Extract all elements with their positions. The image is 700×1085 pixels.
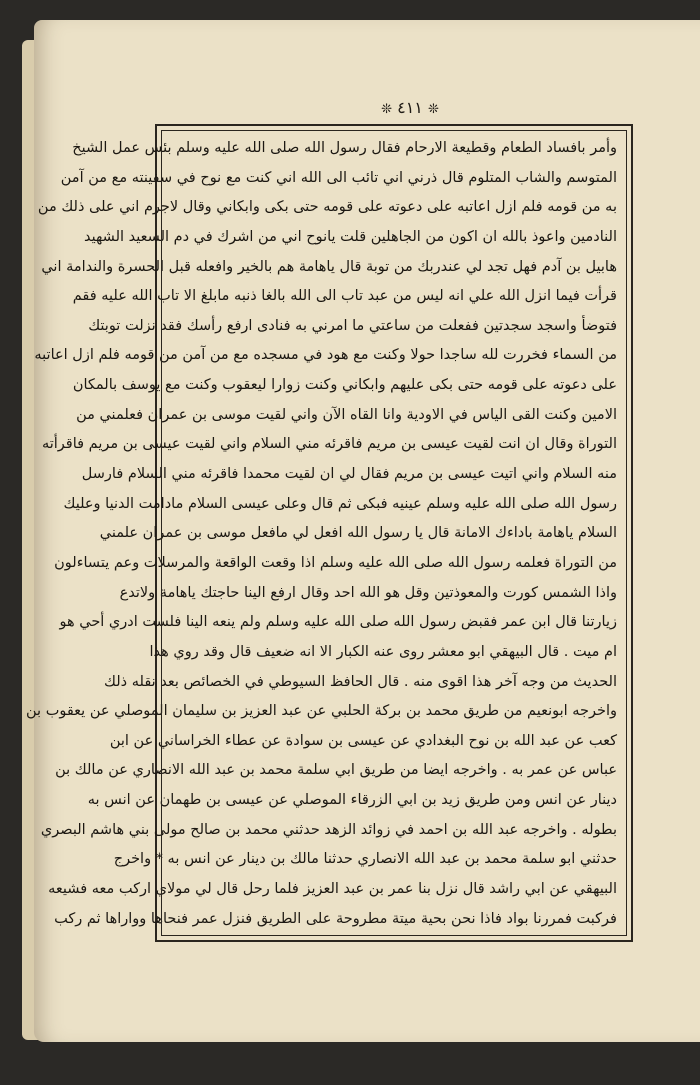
text-line: الحديث من وجه آخر هذا اقوى منه . قال الحافظ السيوطي في الخصائص بعد نقله ذلك bbox=[104, 673, 617, 690]
ornament-right-icon: ❊ bbox=[427, 102, 439, 117]
text-line: هابيل بن آدم فهل تجد لي عندربك من توبة قال ياهامة هم بالخير وافعله قبل الحسرة والندامة اني bbox=[41, 258, 617, 275]
text-line: وأمر بافساد الطعام وقطيعة الارحام فقال رسول الله صلى الله عليه وسلم بئس عمل الشيخ bbox=[72, 140, 617, 156]
text-line: التوراة وقال ان انت لقيت عيسى بن مريم فاقرئه مني السلام واني لقيت عيسى بن مريم فاقرأته bbox=[41, 436, 617, 453]
text-frame bbox=[26, 124, 633, 942]
text-line: زيارتنا قال ابن عمر فقبض رسول الله صلى الله عليه وسلم ولم ينعه الينا فلست ادري أحي هو bbox=[59, 614, 617, 631]
text-line: قرأت فيما انزل الله علي انه ليس من عبد تاب الى الله بالغا ذنبه مابلغ الا تاب الله عليه فقم bbox=[72, 288, 617, 305]
page-number: ٤١١ bbox=[397, 98, 423, 117]
ornament-left-icon: ❊ bbox=[381, 102, 393, 117]
text-line: منه السلام واني اتيت عيسى بن مريم فقال لي ان لقيت محمدا فاقرئه مني السلام فارسل bbox=[81, 466, 617, 483]
text-line: من السماء فخررت لله ساجدا حولا وكنت مع هود في مسجده مع من آمن من قومه فلم ازل اعاتبه bbox=[34, 347, 617, 364]
text-line: واخرجه ابونعيم من طريق محمد بن بركة الحلبي عن عبد العزيز بن سليمان الموصلي عن يعقوب بن bbox=[26, 703, 617, 720]
text-line: ام ميت . قال البيهقي ابو معشر روى عنه الكبار الا انه ضعيف قال وقد روي هذا bbox=[149, 643, 617, 660]
text-line: النادمين واعوذ بالله ان اكون من الجاهلين قلت يانوح اني من اشرك في دم السعيد الشهيد bbox=[84, 228, 617, 245]
text-line: حدثني ابو سلمة محمد بن عبد الله الانصاري حدثنا مالك بن دينار عن انس به * واخرج bbox=[113, 851, 617, 868]
text-line: عباس عن عمر به . واخرجه ايضا من طريق ابي سلمة محمد بن عبد الله الانصاري عن مالك بن bbox=[55, 762, 617, 779]
text-line: دينار عن انس ومن طريق زيد بن ابي الزرقاء الموصلي عن عيسى بن طهمان عن انس به bbox=[87, 792, 617, 809]
page-number-header bbox=[370, 98, 450, 117]
text-line: البيهقي عن ابي راشد قال نزل بنا عمر بن عبد العزيز فلما رحل قال لي مولاي اركب معه فشيعه bbox=[48, 881, 617, 898]
text-line: على دعوته على قومه حتى بكى عليهم وابكاني وكنت زوارا ليعقوب وكنت مع يوسف بالمكان bbox=[72, 377, 617, 394]
text-line: من التوراة فعلمه رسول الله صلى الله عليه وسلم اذا وقعت الواقعة والمرسلات وعم يتساءلون bbox=[54, 554, 617, 571]
text-line: الامين وكنت القى الياس في الاودية وانا القاه الآن واني لقيت موسى بن عمران فعلمني من bbox=[76, 406, 617, 423]
text-line: رسول الله صلى الله عليه وسلم عينيه فبكى ثم قال وعلى عيسى السلام مادامت الدنيا وعليك bbox=[63, 495, 617, 512]
text-line: السلام ياهامة باداءك الامانة قال يا رسول الله افعل لي مافعل موسى بن عمران علمني bbox=[99, 525, 617, 542]
text-line: واذا الشمس كورت والمعوذتين وقل هو الله احد وقال ارفع الينا حاجتك ياهامة ولاتدع bbox=[119, 584, 617, 601]
text-line: فتوضأ واسجد سجدتين ففعلت من ساعتي ما امرني به فنادى ارفع رأسك فقد نزلت توبتك bbox=[88, 317, 617, 334]
text-line: المتوسم والشاب المتلوم قال ذرني اني تائب الى الله اني كنت مع نوح في سفينته مع من آمن bbox=[60, 169, 617, 186]
text-line: كعب عن عبد الله بن نوح البغدادي عن عيسى بن سوادة عن عطاء الخراساني عن ابن bbox=[109, 732, 617, 749]
text-line: بطوله . واخرجه عبد الله بن احمد في زوائد الزهد حدثني محمد بن صالح مولى بني هاشم البصري bbox=[40, 821, 617, 838]
text-line: به من قومه فلم ازل اعاتبه على دعوته على قومه حتى بكى وابكاني وقال لاجرم اني على ذلك من bbox=[37, 199, 617, 216]
text-body bbox=[26, 136, 617, 932]
text-line: فركبت فمررنا بواد فاذا نحن بحية ميتة مطروحة على الطريق فنزل عمر فنحاها وواراها ثم ركب bbox=[54, 910, 617, 927]
